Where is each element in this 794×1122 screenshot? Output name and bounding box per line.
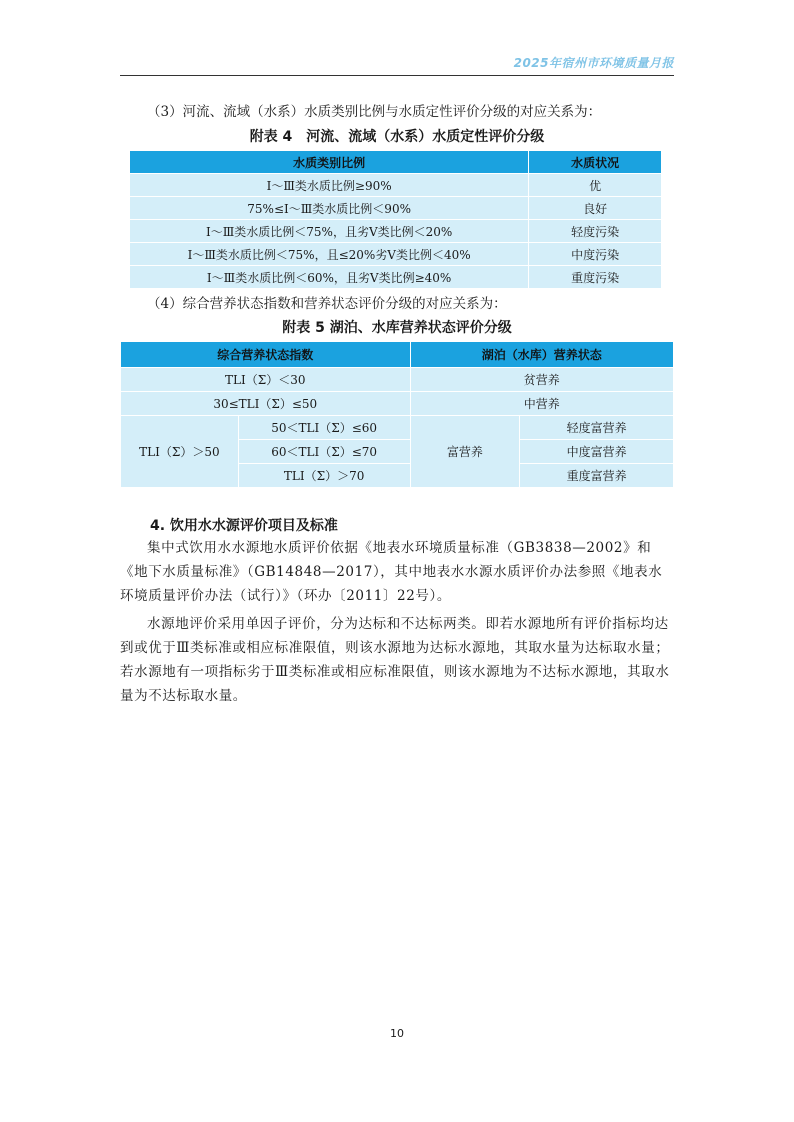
intro-paragraph-3: （3）河流、流域（水系）水质类别比例与水质定性评价分级的对应关系为： <box>147 104 602 120</box>
page-number: 10 <box>390 1027 404 1040</box>
intro-paragraph-4: （4）综合营养状态指数和营养状态评价分级的对应关系为： <box>147 296 507 312</box>
section-paragraph-2: 水源地评价采用单因子评价，分为达标和不达标两类。即若水源地所有评价指标均达到或优于Ⅲ类标准或相应标准限值，则该水源地为达标水源地，其取水量为达标取水量；若水源地有一项指标劣于Ⅲ类标准或相应标准限值，则该水源地为不达标水源地，其取水量为不达标取水量。 <box>120 616 670 704</box>
section-paragraph-1: 集中式饮用水水源地水质评价依据《地表水环境质量标准（GB3838—2002》和《地下水质量标准》（GB14848—2017），其中地表水水源水质评价办法参照《地表水环境质量评价办法（试行）》（环办〔2011〕22号）。 <box>120 540 663 604</box>
table5-cell-status: 贫营养 <box>410 368 674 392</box>
table-row <box>130 197 662 220</box>
table4-river-water-quality <box>129 150 662 289</box>
table5-cell-status: 中营养 <box>410 392 674 416</box>
table5-cell-group-index: TLI（Σ）＞50 <box>121 416 239 488</box>
table4-cell-status: 中度污染 <box>529 243 662 266</box>
table5-lake-trophic-status <box>120 341 674 488</box>
table-row <box>130 220 662 243</box>
table4-header-ratio: 水质类别比例 <box>130 151 529 174</box>
table-row <box>130 174 662 197</box>
table4-cell-status: 轻度污染 <box>529 220 662 243</box>
table4-cell-ratio: 75%≤Ⅰ～Ⅲ类水质比例＜90% <box>130 197 529 220</box>
table5-cell-index: 30≤TLI（Σ）≤50 <box>121 392 411 416</box>
table4-cell-status: 良好 <box>529 197 662 220</box>
table4-cell-ratio: Ⅰ～Ⅲ类水质比例＜75%，且劣Ⅴ类比例＜20% <box>130 220 529 243</box>
table5-cell-group-status: 富营养 <box>410 416 520 488</box>
table-row <box>130 266 662 289</box>
table5-cell-sub-index: 50＜TLI（Σ）≤60 <box>238 416 410 440</box>
table4-cell-ratio: Ⅰ～Ⅲ类水质比例＜60%，且劣Ⅴ类比例≥40% <box>130 266 529 289</box>
table5-cell-sub-index: 60＜TLI（Σ）≤70 <box>238 440 410 464</box>
table-row <box>121 392 674 416</box>
table4-caption: 附表 4 河流、流域（水系）水质定性评价分级 <box>249 129 545 145</box>
table5-cell-sub-status: 重度富营养 <box>520 464 674 488</box>
table-row <box>130 243 662 266</box>
table4-cell-status: 重度污染 <box>529 266 662 289</box>
table5-header-status: 湖泊（水库）营养状态 <box>410 342 674 368</box>
table5-cell-sub-status: 轻度富营养 <box>520 416 674 440</box>
table4-cell-ratio: Ⅰ～Ⅲ类水质比例≥90% <box>130 174 529 197</box>
table4-cell-ratio: Ⅰ～Ⅲ类水质比例＜75%，且≤20%劣Ⅴ类比例＜40% <box>130 243 529 266</box>
table5-cell-sub-status: 中度富营养 <box>520 440 674 464</box>
table5-caption: 附表 5 湖泊、水库营养状态评价分级 <box>282 320 512 336</box>
table-row <box>121 416 674 440</box>
table4-cell-status: 优 <box>529 174 662 197</box>
table4-header-status: 水质状况 <box>529 151 662 174</box>
table-row <box>121 368 674 392</box>
table5-header-index: 综合营养状态指数 <box>121 342 411 368</box>
table5-cell-index: TLI（Σ）＜30 <box>121 368 411 392</box>
table5-cell-sub-index: TLI（Σ）＞70 <box>238 464 410 488</box>
header-rule <box>120 75 674 76</box>
running-header: 2025年宿州市环境质量月报 <box>513 56 674 70</box>
section-title: 4. 饮用水水源评价项目及标准 <box>150 518 338 534</box>
